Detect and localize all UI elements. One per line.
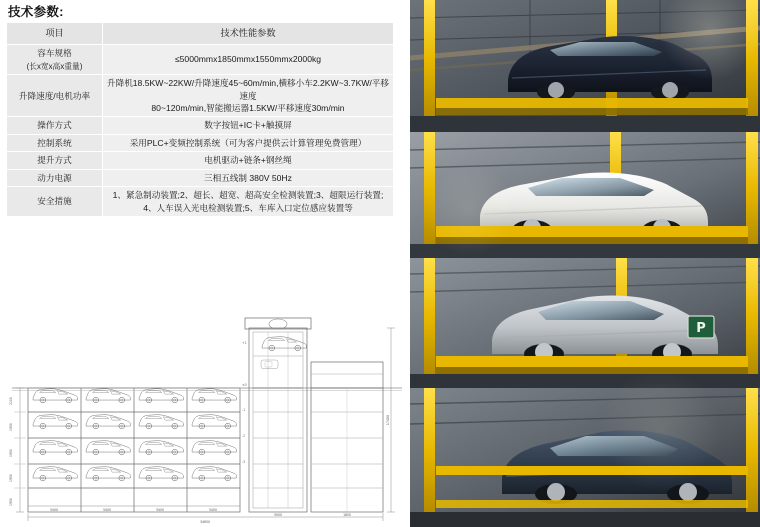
row-label-text: 容车规格 <box>37 48 72 59</box>
row-value-line: ≤5000mmx1850mmx1550mmx2000kg <box>174 54 322 65</box>
parking-garage-photo <box>410 0 760 527</box>
row-label <box>7 169 103 186</box>
drawing-canvas <box>6 300 402 524</box>
svg-text:5400: 5400 <box>103 508 111 512</box>
svg-text:5000: 5000 <box>274 513 282 517</box>
table-row <box>7 134 394 151</box>
row-value-line: 数字按钮+IC卡+触摸屏 <box>204 120 292 131</box>
row-label <box>7 117 103 134</box>
row-label <box>7 134 103 151</box>
row-value-line: 采用PLC+变频控制系统（可为客户提供云计算管理免费管理） <box>129 137 367 148</box>
row-label-text: 控制系统 <box>37 137 72 148</box>
row-value <box>103 187 394 217</box>
table-row <box>7 45 394 75</box>
column-header-params: 技术性能参数 <box>103 23 394 45</box>
row-label-text: 提升方式 <box>37 155 72 166</box>
row-label-text: 操作方式 <box>37 120 72 131</box>
sign-p-label: P <box>696 321 706 336</box>
svg-text:1950: 1950 <box>9 423 13 431</box>
svg-text:5400: 5400 <box>156 508 164 512</box>
row-value-line: 电机驱动+链条+钢丝绳 <box>204 155 292 166</box>
table-row <box>7 152 394 169</box>
svg-text:±0: ±0 <box>242 383 247 387</box>
svg-text:1950: 1950 <box>9 474 13 482</box>
garage-level-3 <box>410 258 760 388</box>
svg-text:1950: 1950 <box>9 449 13 457</box>
row-value-line: 80~120m/min,智能搬运器1.5KW/平移速度30m/min <box>151 103 345 113</box>
row-value <box>103 152 394 169</box>
row-value <box>103 169 394 186</box>
row-value <box>103 45 394 75</box>
svg-text:17400: 17400 <box>386 414 390 426</box>
row-label <box>7 152 103 169</box>
page-title: 技术参数: <box>8 5 64 19</box>
table-row <box>7 117 394 134</box>
spec-table <box>6 22 394 217</box>
row-value-line: 三相五线制 380V 50Hz <box>204 172 292 183</box>
photo-canvas <box>410 0 760 527</box>
sign-p <box>688 316 714 338</box>
svg-text:5400: 5400 <box>50 508 58 512</box>
svg-text:-2: -2 <box>242 434 246 438</box>
table-row <box>7 75 394 117</box>
column-header-item: 项目 <box>7 23 103 45</box>
svg-text:-3: -3 <box>242 460 246 464</box>
row-label <box>7 187 103 217</box>
svg-text:1950: 1950 <box>9 498 13 506</box>
technical-drawing <box>6 300 402 524</box>
row-value-line: 4、人车误入光电检测装置;5、车库入口定位感应装置等 <box>143 202 353 213</box>
row-value <box>103 75 394 117</box>
svg-text:+1: +1 <box>242 341 247 345</box>
row-label-text: 动力电源 <box>37 172 72 183</box>
svg-text:1800: 1800 <box>343 513 351 517</box>
table-row <box>7 187 394 217</box>
table-header-row <box>7 23 394 45</box>
row-value <box>103 134 394 151</box>
svg-text:34650: 34650 <box>200 520 210 524</box>
svg-text:5400: 5400 <box>209 508 217 512</box>
row-label-text: 安全措施 <box>37 196 72 207</box>
table-row <box>7 169 394 186</box>
svg-text:2100: 2100 <box>9 397 13 405</box>
svg-text:-1: -1 <box>242 408 246 412</box>
row-label <box>7 45 103 75</box>
row-value-line: 1、紧急制动装置;2、超长、超宽、超高安全检测装置;3、超限运行装置; <box>112 190 384 201</box>
row-label-text: 升降速度/电机功率 <box>18 90 91 101</box>
row-value-line: 升降机18.5KW~22KW/升降速度45~60m/min,横移小车2.2KW~3.7KW/平移速度 <box>107 78 389 101</box>
row-label-sub: (长x宽x高x重量) <box>26 61 83 71</box>
row-value <box>103 117 394 134</box>
row-label <box>7 75 103 117</box>
